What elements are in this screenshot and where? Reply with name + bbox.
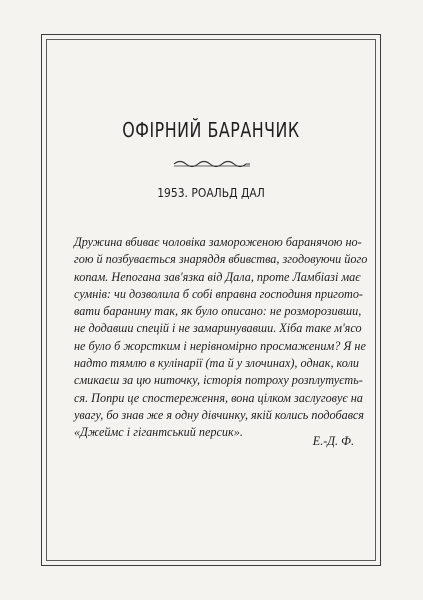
signature: Е.-Д. Ф. — [312, 434, 354, 448]
body-line: надто тямлю в кулінарії (та й у злочинах), однак, коли — [74, 356, 359, 371]
page-title: ОФІРНИЙ БАРАНЧИК — [122, 118, 300, 142]
body-paragraph — [74, 234, 368, 442]
body-line: ся. Попри це спостереження, вона цілком заслуговує на — [74, 390, 363, 405]
wave-divider-icon — [172, 156, 252, 170]
body-line: не додавши спецій і не замаринувавши. Хіба таке м'ясо — [74, 321, 362, 336]
body-line: копам. Непогана зав'язка від Дала, проте Ламбіазі має — [74, 269, 361, 284]
body-line: не було б жорстким і нерівномірно просмаженим? Я не — [74, 338, 366, 353]
body-line: «Джеймс і гігантський персик». — [74, 425, 243, 440]
body-line: гою й позбувається знаряддя вбивства, згодовуючи його — [74, 252, 368, 267]
body-line: увагу, бо знав же я одну дівчинку, якій колись подобався — [74, 407, 364, 422]
body-line: Дружина вбиває чоловіка замороженою баранячою но- — [74, 235, 362, 249]
body-line: вати баранину так, як було описано: не розморозивши, — [74, 304, 362, 319]
body-line: смикаєш за цю ниточку, історія потроху розплутуєть- — [74, 373, 363, 388]
body-line: сумнів: чи дозволила б собі вправна господиня пригото- — [74, 286, 363, 301]
byline: 1953. РОАЛЬД ДАЛ — [157, 185, 265, 200]
